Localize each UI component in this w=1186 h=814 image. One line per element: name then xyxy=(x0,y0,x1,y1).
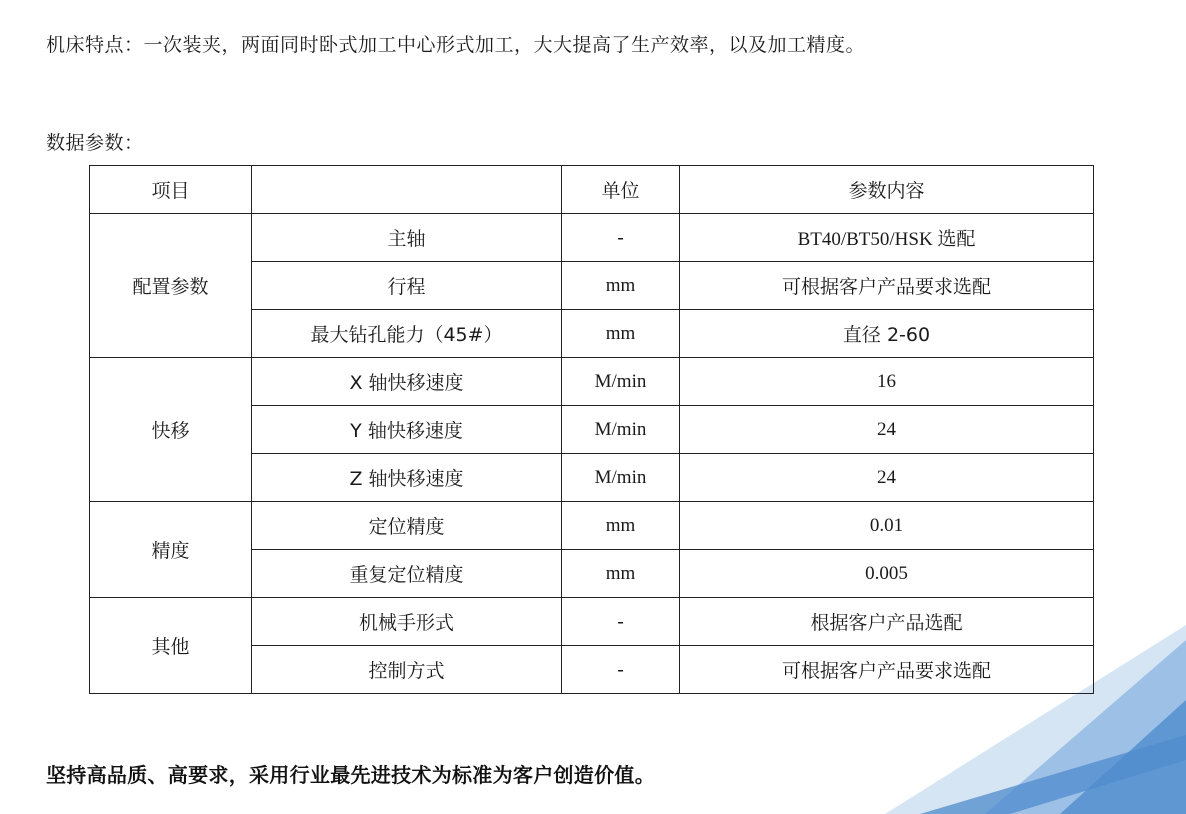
header-unit: 单位 xyxy=(562,166,680,214)
row-unit: - xyxy=(562,598,680,646)
table-row xyxy=(90,358,1094,406)
row-value: BT40/BT50/HSK 选配 xyxy=(680,214,1094,262)
params-title: 数据参数： xyxy=(46,132,144,154)
row-unit: mm xyxy=(562,502,680,550)
row-name: 机械手形式 xyxy=(252,598,562,646)
row-value: 可根据客户产品要求选配 xyxy=(680,646,1094,694)
row-unit: mm xyxy=(562,262,680,310)
row-value: 16 xyxy=(680,358,1094,406)
row-unit: - xyxy=(562,214,680,262)
row-unit: mm xyxy=(562,550,680,598)
group-label-config: 配置参数 xyxy=(90,214,252,358)
row-name: X 轴快移速度 xyxy=(252,358,562,406)
header-content: 参数内容 xyxy=(680,166,1094,214)
row-name: 主轴 xyxy=(252,214,562,262)
group-label-other: 其他 xyxy=(90,598,252,694)
row-unit: M/min xyxy=(562,406,680,454)
table-header-row xyxy=(90,166,1094,214)
row-name: Z 轴快移速度 xyxy=(252,454,562,502)
row-value: 0.005 xyxy=(680,550,1094,598)
table-row xyxy=(90,502,1094,550)
row-name: 控制方式 xyxy=(252,646,562,694)
row-value: 可根据客户产品要求选配 xyxy=(680,262,1094,310)
group-label-rapid: 快移 xyxy=(90,358,252,502)
row-value: 24 xyxy=(680,454,1094,502)
row-value: 根据客户产品选配 xyxy=(680,598,1094,646)
row-unit: M/min xyxy=(562,358,680,406)
row-unit: - xyxy=(562,646,680,694)
row-unit: M/min xyxy=(562,454,680,502)
footer-slogan: 坚持高品质、高要求，采用行业最先进技术为标准为客户创造价值。 xyxy=(46,763,655,787)
header-item: 项目 xyxy=(90,166,252,214)
table-row xyxy=(90,214,1094,262)
group-label-precision: 精度 xyxy=(90,502,252,598)
row-name: 重复定位精度 xyxy=(252,550,562,598)
row-value: 24 xyxy=(680,406,1094,454)
row-value: 直径 2-60 xyxy=(680,310,1094,358)
table-row xyxy=(90,598,1094,646)
spec-table xyxy=(89,165,1094,694)
row-name: 定位精度 xyxy=(252,502,562,550)
row-name: 行程 xyxy=(252,262,562,310)
header-name xyxy=(252,166,562,214)
intro-text: 机床特点：一次装夹，两面同时卧式加工中心形式加工，大大提高了生产效率，以及加工精度。 xyxy=(46,34,866,56)
row-name: 最大钻孔能力（45#） xyxy=(252,310,562,358)
row-value: 0.01 xyxy=(680,502,1094,550)
row-name: Y 轴快移速度 xyxy=(252,406,562,454)
row-unit: mm xyxy=(562,310,680,358)
